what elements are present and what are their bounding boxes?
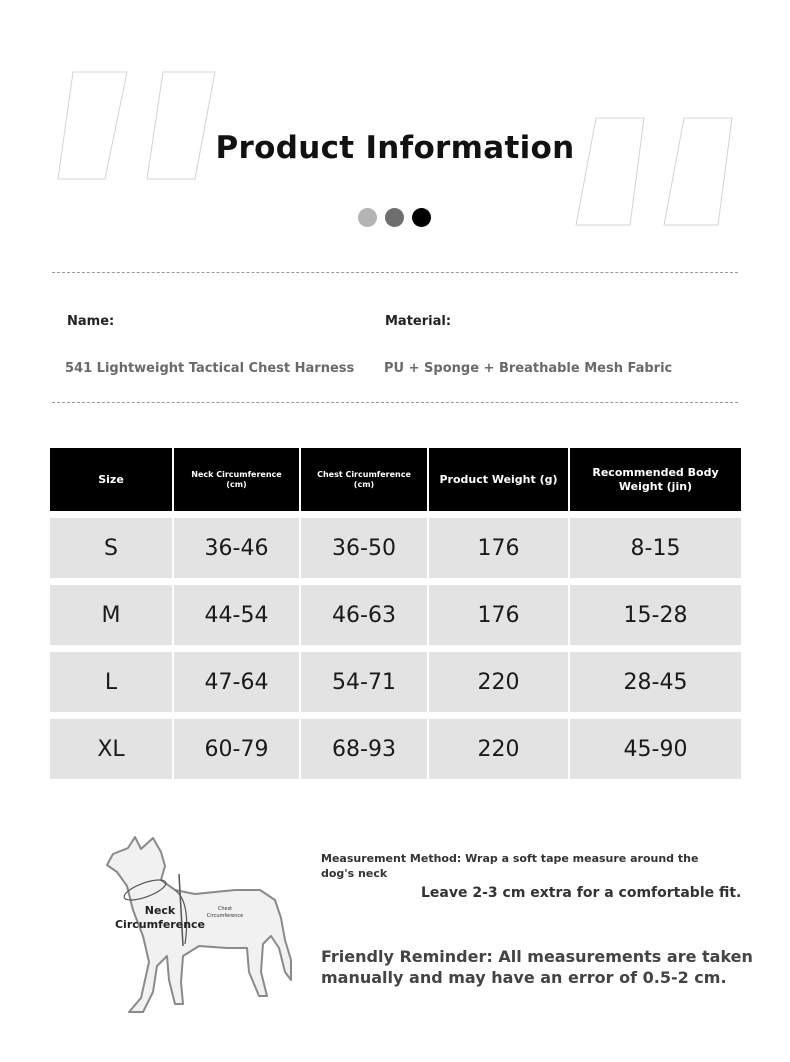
table-header (50, 448, 741, 511)
cell-chest: 54-71 (301, 652, 429, 712)
page-title: Product Information (215, 130, 575, 166)
cell-size: XL (50, 719, 174, 779)
cell-neck: 44-54 (174, 585, 301, 645)
cell-size: S (50, 518, 174, 578)
name-value: 541 Lightweight Tactical Chest Harness (65, 361, 355, 376)
header-product-weight-label: Product Weight (g) (439, 472, 558, 486)
cell-chest: 68-93 (301, 719, 429, 779)
cell-product-weight: 220 (429, 719, 570, 779)
header-body-weight-line2: Weight (jin) (618, 479, 693, 493)
fit-tip: Leave 2-3 cm extra for a comfortable fit. (421, 885, 742, 901)
header-size-label: Size (98, 472, 124, 486)
cell-product-weight: 220 (429, 652, 570, 712)
friendly-reminder: Friendly Reminder: All measurements are taken manually and may have an error of 0.5-2 cm. (321, 947, 753, 987)
cell-neck: 36-46 (174, 518, 301, 578)
neck-circumference-label (108, 904, 212, 933)
chest-label-line2: Circumference (206, 912, 244, 919)
dot-dark (412, 208, 431, 227)
measurement-method: Measurement Method: Wrap a soft tape measure around the dog's neck (321, 852, 699, 881)
table-row (50, 585, 741, 645)
cell-body-weight: 28-45 (623, 669, 688, 695)
cell-body-weight: 15-28 (623, 602, 688, 628)
cell-chest: 46-63 (301, 585, 429, 645)
table-row (50, 719, 741, 779)
name-label: Name: (67, 314, 115, 329)
material-value: PU + Sponge + Breathable Mesh Fabric (384, 361, 673, 376)
cell-product-weight: 176 (429, 518, 570, 578)
cell-neck: 60-79 (174, 719, 301, 779)
header-chest (301, 448, 429, 511)
material-label: Material: (385, 314, 452, 329)
header-neck-line2: (cm) (226, 479, 247, 489)
dot-light (358, 208, 377, 227)
cell-neck: 47-64 (174, 652, 301, 712)
header-neck (174, 448, 301, 511)
header-chest-line2: (cm) (353, 479, 375, 489)
divider-bottom (52, 402, 738, 403)
header-chest-line1: Chest Circumference (317, 469, 411, 479)
cell-body-weight: 45-90 (623, 736, 688, 762)
table-row (50, 652, 741, 712)
header-neck-line1: Neck Circumference (191, 469, 282, 479)
cell-size: L (50, 652, 174, 712)
size-table (50, 448, 741, 779)
dot-medium (385, 208, 404, 227)
cell-chest: 36-50 (301, 518, 429, 578)
header-body-weight-line1: Recommended Body (592, 465, 719, 479)
chest-circumference-label (200, 906, 250, 919)
neck-label-line2: Circumference (114, 918, 206, 932)
chest-label-line1: Chest (217, 906, 233, 912)
header-size (50, 448, 174, 511)
cell-body-weight: 8-15 (630, 535, 681, 561)
dots-indicator (358, 208, 431, 227)
header-product-weight (429, 448, 570, 511)
cell-product-weight: 176 (429, 585, 570, 645)
divider-top (52, 272, 738, 273)
header-body-weight (570, 448, 741, 511)
table-row (50, 518, 741, 578)
neck-label-line1: Neck (144, 904, 176, 917)
cell-size: M (50, 585, 174, 645)
